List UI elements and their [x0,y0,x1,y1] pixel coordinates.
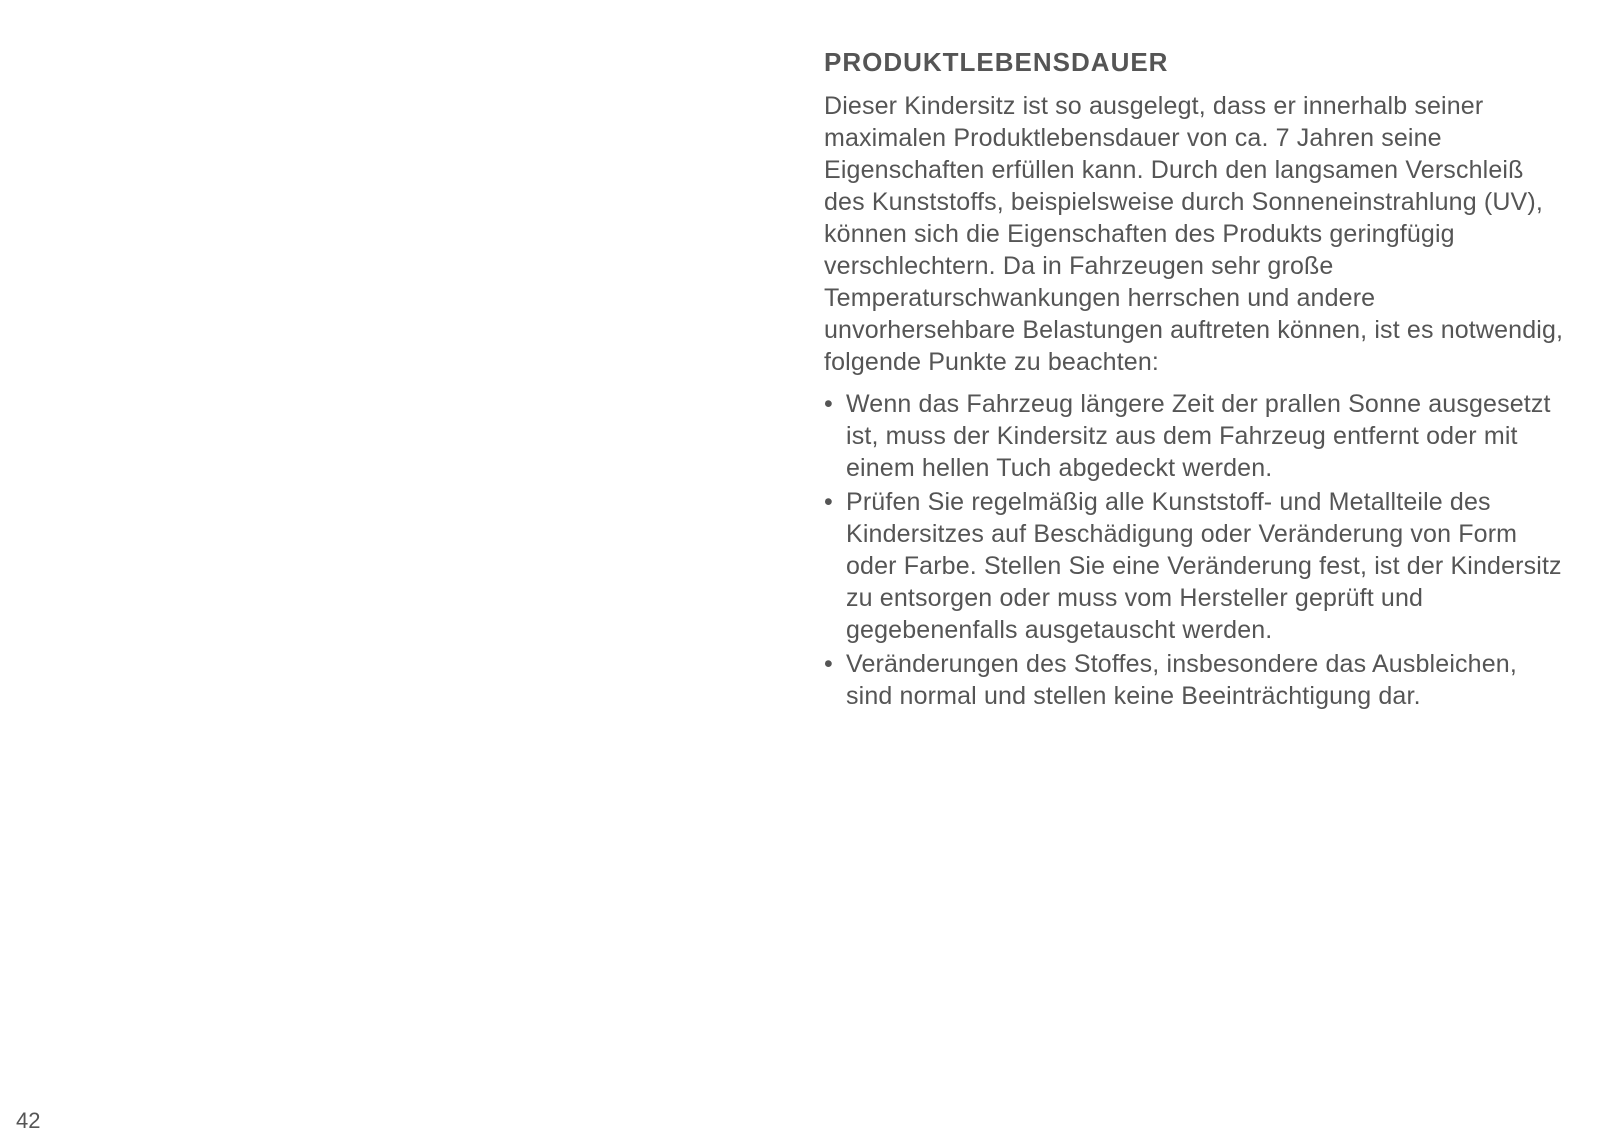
bullet-text: Prüfen Sie regelmäßig alle Kunststoff- und Metallteile des Kindersitzes auf Beschädigung oder Veränderung von Form oder Farbe. Stellen Sie eine Veränderung fest, ist der Kindersitz zu entsorgen oder muss vom Hersteller geprüft und gegebenenfalls ausgetauscht werden. [846,488,1562,644]
section-heading: PRODUKTLEBENSDAUER [824,47,1169,77]
bullet-text: Veränderungen des Stoffes, insbesondere das Ausbleichen, sind normal und stellen keine Beeinträchtigung dar. [846,650,1517,710]
bullet-item [824,486,1564,646]
bullet-text: Wenn das Fahrzeug längere Zeit der prallen Sonne ausgesetzt ist, muss der Kindersitz aus dem Fahrzeug entfernt oder mit einem hellen Tuch abgedeckt werden. [846,390,1551,482]
bullet-list [824,388,1564,712]
bullet-icon: • [824,390,833,418]
intro-paragraph: Dieser Kindersitz ist so ausgelegt, dass er innerhalb seiner maximalen Produktlebensdauer von ca. 7 Jahren seine Eigenschaften erfüllen kann. Durch den langsamen Verschleiß des Kunststoffs, beispielsweise durch Sonneneinstrahlung (UV), können sich die Eigenschaften des Produkts geringfügig verschlechtern. Da in Fahrzeugen sehr große Temperaturschwankungen herrschen und andere unvorhersehbare Belastungen auftreten können, ist es notwendig, folgende Punkte zu beachten: [824,92,1564,376]
product-lifetime-section [824,44,1564,714]
bullet-item [824,648,1564,712]
bullet-icon: • [824,650,833,678]
page-number: 42 [16,1108,41,1133]
bullet-icon: • [824,488,833,516]
bullet-item [824,388,1564,484]
